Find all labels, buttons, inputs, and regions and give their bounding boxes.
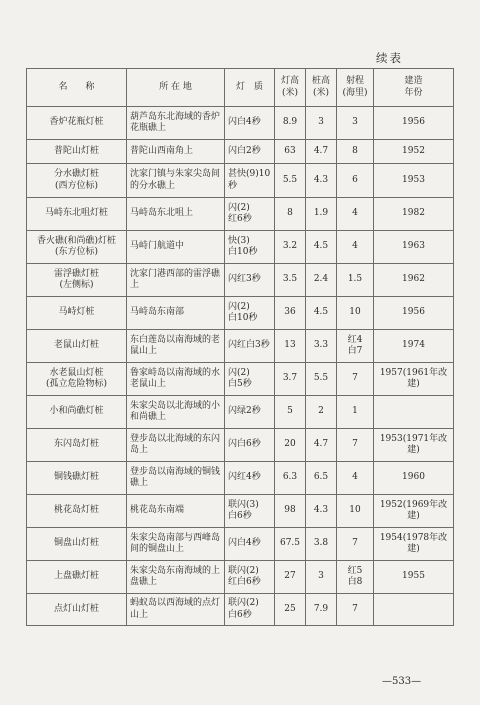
cell-location: 桃花岛东南端 [127,495,225,528]
cell-name: 小和尚礁灯桩 [27,396,127,429]
cell-range: 红5 白8 [337,561,374,594]
cell-location: 朱家尖岛南部与西峰岛间的铜盘山上 [127,528,225,561]
cell-location: 登步岛以北海域的东闪岛上 [127,429,225,462]
cell-name: 桃花岛灯桩 [27,495,127,528]
cell-year: 1957(1961年改建) [374,363,454,396]
cell-light-height: 98 [275,495,306,528]
cell-name: 铜盘山灯桩 [27,528,127,561]
cell-range: 4 [337,462,374,495]
cell-location: 鲁家峙岛以南海域的水老鼠山上 [127,363,225,396]
cell-light: 闪(2) 白5秒 [225,363,275,396]
table-row [27,561,454,594]
cell-year: 1956 [374,297,454,330]
cell-pile-height: 4.3 [306,164,337,198]
cell-year: 1962 [374,264,454,297]
header-light: 灯 质 [225,69,275,107]
cell-light: 闪(2) 红6秒 [225,198,275,231]
cell-range: 7 [337,429,374,462]
cell-location: 东白莲岛以南海域的老鼠山上 [127,330,225,363]
table-row [27,297,454,330]
table-row [27,396,454,429]
cell-pile-height: 4.3 [306,495,337,528]
cell-light-height: 67.5 [275,528,306,561]
cell-range: 1.5 [337,264,374,297]
cell-pile-height: 1.9 [306,198,337,231]
table-row [27,330,454,363]
cell-range: 6 [337,164,374,198]
cell-pile-height: 3.3 [306,330,337,363]
cell-light-height: 3.7 [275,363,306,396]
cell-range: 10 [337,495,374,528]
cell-pile-height: 4.7 [306,429,337,462]
cell-name: 普陀山灯桩 [27,140,127,164]
header-pile-height: 桩高 (米) [306,69,337,107]
cell-range: 红4 白7 [337,330,374,363]
cell-light: 闪红4秒 [225,462,275,495]
cell-light-height: 63 [275,140,306,164]
header-light-height: 灯高 (米) [275,69,306,107]
table-row [27,264,454,297]
cell-light-height: 6.3 [275,462,306,495]
cell-pile-height: 4.7 [306,140,337,164]
cell-year: 1952 [374,140,454,164]
table-header-row [27,69,454,107]
cell-name: 点灯山灯桩 [27,594,127,626]
cell-location: 蚂蚁岛以西海域的点灯山上 [127,594,225,626]
cell-year [374,396,454,429]
cell-light: 闪红白3秒 [225,330,275,363]
cell-year: 1954(1978年改建) [374,528,454,561]
cell-light: 闪白2秒 [225,140,275,164]
cell-range: 4 [337,198,374,231]
cell-light-height: 5 [275,396,306,429]
cell-location: 马峙门航道中 [127,231,225,264]
header-year: 建造 年份 [374,69,454,107]
cell-light-height: 3.5 [275,264,306,297]
lighthouse-table [26,68,454,626]
table-row [27,495,454,528]
cell-range: 7 [337,363,374,396]
header-location: 所 在 地 [127,69,225,107]
cell-year: 1953 [374,164,454,198]
cell-light: 甚快(9)10秒 [225,164,275,198]
cell-year: 1956 [374,107,454,140]
table-row [27,462,454,495]
cell-name: 上盘礁灯桩 [27,561,127,594]
cell-location: 朱家尖岛以北海域的小和尚礁上 [127,396,225,429]
cell-light-height: 20 [275,429,306,462]
cell-year: 1960 [374,462,454,495]
cell-light: 联闪(2) 红白6秒 [225,561,275,594]
cell-range: 7 [337,594,374,626]
cell-pile-height: 3.8 [306,528,337,561]
cell-light-height: 27 [275,561,306,594]
cell-light-height: 25 [275,594,306,626]
cell-pile-height: 3 [306,107,337,140]
cell-light: 闪白4秒 [225,107,275,140]
cell-range: 3 [337,107,374,140]
table-row [27,363,454,396]
cell-pile-height: 2.4 [306,264,337,297]
cell-light: 联闪(2) 白6秒 [225,594,275,626]
cell-year: 1974 [374,330,454,363]
table-row [27,164,454,198]
cell-location: 沈家门港西部的雷浮礁上 [127,264,225,297]
cell-name: 铜钱礁灯桩 [27,462,127,495]
cell-pile-height: 5.5 [306,363,337,396]
cell-range: 7 [337,528,374,561]
cell-light: 快(3) 白10秒 [225,231,275,264]
cell-location: 沈家门镇与朱家尖岛间的分水礁上 [127,164,225,198]
cell-name: 香炉花瓶灯桩 [27,107,127,140]
cell-light-height: 8 [275,198,306,231]
table-row [27,140,454,164]
cell-pile-height: 6.5 [306,462,337,495]
continued-label: 续表 [376,51,403,65]
table-row [27,594,454,626]
cell-pile-height: 3 [306,561,337,594]
cell-range: 1 [337,396,374,429]
table-row [27,429,454,462]
cell-light: 闪白6秒 [225,429,275,462]
cell-location: 朱家尖岛东南海域的上盘礁上 [127,561,225,594]
header-name: 名 称 [27,69,127,107]
cell-light-height: 36 [275,297,306,330]
cell-light: 闪白4秒 [225,528,275,561]
cell-light-height: 3.2 [275,231,306,264]
cell-range: 10 [337,297,374,330]
header-range: 射程 (海里) [337,69,374,107]
cell-light: 闪红3秒 [225,264,275,297]
cell-light-height: 8.9 [275,107,306,140]
cell-location: 葫芦岛东北海域的香炉花瓶礁上 [127,107,225,140]
cell-light: 联闪(3) 白6秒 [225,495,275,528]
cell-pile-height: 7.9 [306,594,337,626]
cell-light-height: 5.5 [275,164,306,198]
cell-location: 马峙岛东南部 [127,297,225,330]
cell-pile-height: 2 [306,396,337,429]
cell-range: 8 [337,140,374,164]
cell-pile-height: 4.5 [306,297,337,330]
page-number: —533— [382,676,422,687]
cell-year: 1953(1971年改建) [374,429,454,462]
cell-light-height: 13 [275,330,306,363]
table-row [27,528,454,561]
cell-name: 水老鼠山灯桩 (孤立危险物标) [27,363,127,396]
cell-year: 1963 [374,231,454,264]
cell-name: 分水礁灯桩 (西方位标) [27,164,127,198]
table-row [27,107,454,140]
cell-name: 马峙灯桩 [27,297,127,330]
cell-name: 老鼠山灯桩 [27,330,127,363]
cell-location: 普陀山西南角上 [127,140,225,164]
table-row [27,198,454,231]
table-row [27,231,454,264]
cell-name: 东闪岛灯桩 [27,429,127,462]
cell-name: 香火礁(和尚礁)灯桩 (东方位标) [27,231,127,264]
cell-year [374,594,454,626]
cell-location: 马峙岛东北咀上 [127,198,225,231]
cell-location: 登步岛以南海域的铜钱礁上 [127,462,225,495]
cell-range: 4 [337,231,374,264]
cell-light: 闪(2) 白10秒 [225,297,275,330]
cell-pile-height: 4.5 [306,231,337,264]
cell-name: 雷浮礁灯桩 (左侧标) [27,264,127,297]
cell-year: 1952(1969年改建) [374,495,454,528]
cell-light: 闪绿2秒 [225,396,275,429]
cell-year: 1982 [374,198,454,231]
cell-name: 马峙东北咀灯桩 [27,198,127,231]
cell-year: 1955 [374,561,454,594]
